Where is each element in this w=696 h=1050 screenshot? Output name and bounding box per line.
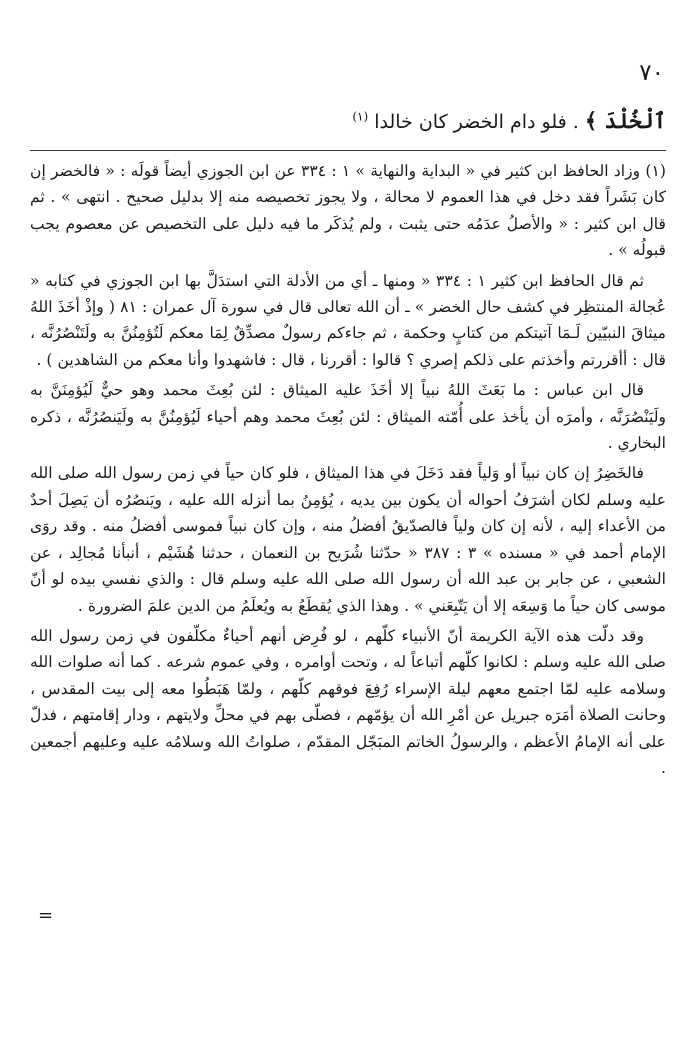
footnote-paragraph: وقد دلّت هذه الآية الكريمة أنّ الأنبياء كلّهم ، لو فُرِض أنهم أحياءٌ مكلّفون في زمن رسول الله صلى الله عليه وسلم : لكانوا كلّهم أتباعاً له ، وتحت أوامره ، وفي عموم شرعه . كما أنه صلوات الله وسلامه عليه لمّا اجتمع معهم ليلة الإسراء رُفِعَ فوقهم كلّهم ، ولمّا هَبَطُوا معه إلى بيت المقدس ، وحانت الصلاة أمَرَه جبريل عن أمْرِ الله أن يؤمّهم ، فصلّى بهم في محلِّ ولايتهم ، ودار إقامتهم ، فدلّ على أنه الإمامُ الأعظم ، والرسولُ الخاتم المبَجّل المقدّم ، صلواتُ الله وسلامُه عليه وعليهم أجمعين .	[30, 626, 666, 777]
footnote-block	[30, 158, 666, 785]
quran-quote: ٱلْخُلْدَ ﴾	[584, 108, 666, 133]
footnote-paragraph: (١) وزاد الحافظ ابن كثير في « البداية والنهاية » ١ : ٣٣٤ عن ابن الجوزي أيضاً قولَه : « فالخضر إن كان بَشَراً فقد دخل في هذا العموم لا محالة ، ولا يجوز تخصيصه منه إلا بدليل صحيح . انتهى » . ثم قال ابن كثير : « والأصلُ عدَمُه حتى يثبت ، ولم يُذكَر ما فيه دليل على التخصيص عن معصوم يجب قبولُه » .	[30, 162, 666, 260]
continuation-mark: =	[38, 905, 54, 926]
footnote-paragraph: ثم قال الحافظ ابن كثير ١ : ٣٣٤ « ومنها ـ أي من الأدلة التي استدَلَّ بها ابن الجوزي في كتابه « عُجالة المنتظِر في كشف حال الخضر » ـ أن الله تعالى قال في سورة آل عمران : ٨١ ( وإذْ أخَذَ اللهُ ميثاقَ النبيّين لَـمَا آتيتكم من كتابٍ وحكمة ، ثم جاءكم رسولٌ مصدِّقٌ لِمَا معكم لَتُؤمِنُنَّ به ولَتَنْصُرُنَّه ، قال : أأقررتم وأخذتم على ذلكم إصري ؟ قالوا : أقررنا ، قال : فاشهدوا وأنا معكم من الشاهدين ) .	[30, 271, 666, 369]
footnote-reference: (١)	[352, 109, 369, 124]
main-text-line	[106, 108, 666, 133]
footnote-separator	[30, 150, 666, 151]
footnote-paragraph: قال ابن عباس : ما بَعَثَ اللهُ نبياً إلا أخَذَ عليه الميثاق : لئن بُعِثَ محمد وهو حيٌّ لَيُؤمِنَنَّ به ولَيَنْصُرَنَّه ، وأمرَه أن يأخذ على أُمّته الميثاق : لئن بُعِثَ محمد وهم أحياء لَيُؤمِنُنَّ به ولَيَنصُرُنَّه ، ذكره البخاري .	[30, 381, 666, 453]
footnote-paragraph: فالخَضِرُ إن كان نبياً أو وَلياً فقد دَخَلَ في هذا الميثاق ، فلو كان حياً في زمن رسول الله صلى الله عليه وسلم لكان أشرَفُ أحواله أن يكون بين يديه ، يُؤمِنُ بما أنزله الله عليه ، ويَنصُرُه أن يَصِلَ أحدٌ من الأعداء إليه ، لأنه إن كان ولياً فالصدّيقُ أفضلُ منه ، وإن كان نبياً فموسى أفضلُ منه . وقد روَى الإمام أحمد في « مسنده » ٣ : ٣٨٧ « حدّثنا شُرَيح بن النعمان ، حدثنا هُشَيْم ، أنبأنا مُجالِد ، عن الشعبي ، عن جابر بن عبد الله أن رسول الله صلى الله عليه وسلم قال : والذي نفسي بيده لو أنّ موسى كان حياً ما وَسِعَه إلا أن يَتّبِعَني » . وهذا الذي يُقطَعُ به ويُعلَمُ من الدين علمَ الضرورة .	[30, 464, 667, 615]
main-text: . فلو دام الخضر كان خالدا	[374, 111, 579, 133]
page-number: ٧٠	[639, 60, 664, 86]
